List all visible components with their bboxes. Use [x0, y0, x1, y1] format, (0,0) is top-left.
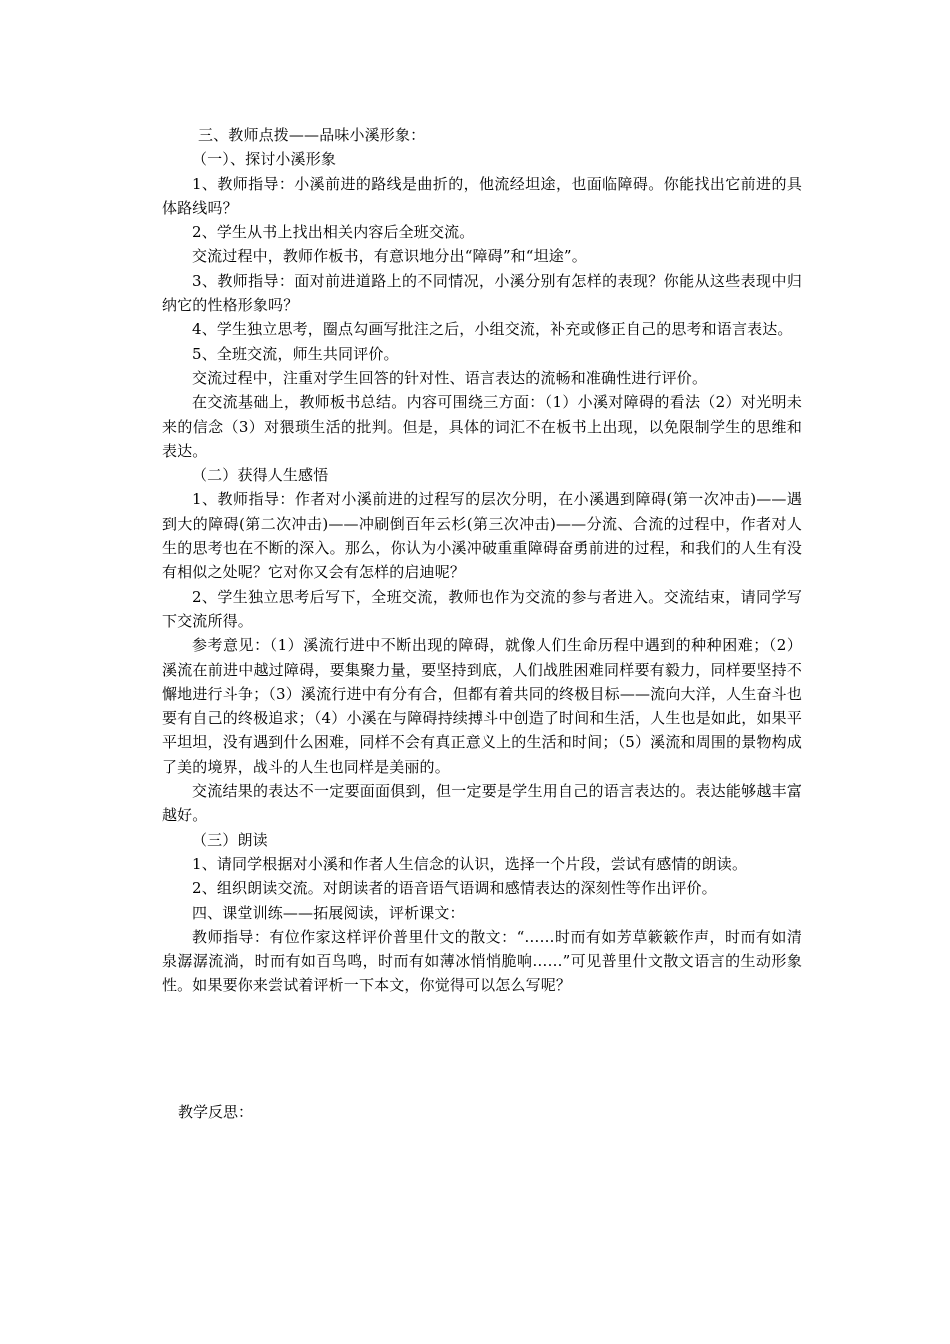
subsection-heading-2: （二）获得人生感悟 — [192, 466, 329, 485]
paragraph: 1、教师指导：作者对小溪前进的过程写的层次分明，在小溪遇到障碍(第一次冲击)——遇到大的障碍(第二次冲击)——冲刷倒百年云杉(第三次冲击)——分流、合流的过程中，作者对人生的思考也在不断的深入。那么，你认为小溪冲破重重障碍奋勇前进的过程，和我们的人生有没有相似之处呢？它对你又会有怎样的启迪呢？ — [162, 490, 802, 582]
paragraph: 交流过程中，注重对学生回答的针对性、语言表达的流畅和准确性进行评价。 — [192, 368, 708, 387]
paragraph: 3、教师指导：面对前进道路上的不同情况，小溪分别有怎样的表现？你能从这些表现中归纳它的性格形象吗？ — [162, 271, 802, 315]
section-heading-4: 四、课堂训练——拓展阅读，评析课文： — [192, 903, 465, 922]
paragraph: 教师指导：有位作家这样评价普里什文的散文：“……时而有如芳草簌簌作声，时而有如清泉潺潺流淌，时而有如百鸟鸣，时而有如薄冰悄悄脆响……”可见普里什文散文语言的生动形象性。如果要你来尝试着评析一下本文，你觉得可以怎么写呢？ — [162, 927, 802, 995]
paragraph: 2、学生独立思考后写下，全班交流，教师也作为交流的参与者进入。交流结束，请同学写下交流所得。 — [162, 587, 802, 630]
paragraph: 2、组织朗读交流。对朗读者的语音语气语调和感情表达的深刻性等作出评价。 — [192, 879, 717, 898]
section-heading-3: 三、教师点拨——品味小溪形象： — [198, 126, 426, 144]
paragraph: 交流过程中，教师作板书，有意识地分出“障碍”和“坦途”。 — [192, 247, 587, 266]
subsection-heading-1: （一）、探讨小溪形象 — [192, 150, 337, 169]
paragraph: 交流结果的表达不一定要面面俱到，但一定要是学生用自己的语言表达的。表达能够越丰富越好。 — [162, 782, 802, 825]
document-body — [162, 123, 802, 998]
paragraph: 在交流基础上，教师板书总结。内容可围绕三方面：（1）小溪对障碍的看法（2）对光明未来的信念（3）对猥琐生活的批判。但是，具体的词汇不在板书上出现，以免限制学生的思维和表达。 — [162, 393, 802, 460]
reflection-label: 教学反思： — [178, 1103, 254, 1121]
paragraph: 1、教师指导：小溪前进的路线是曲折的，他流经坦途，也面临障碍。你能找出它前进的具体路线吗？ — [162, 174, 802, 217]
paragraph: 4、学生独立思考，圈点勾画写批注之后，小组交流，补充或修正自己的思考和语言表达。 — [192, 320, 793, 339]
paragraph: 参考意见：（1）溪流行进中不断出现的障碍，就像人们生命历程中遇到的种种困难；（2）溪流在前进中越过障碍，要集聚力量，要坚持到底，人们战胜困难同样要有毅力，同样要坚持不懈地进行斗争；（3）溪流行进中有分有合，但都有着共同的终极目标——流向大洋，人生奋斗也要有自己的终极追求；（4）小溪在与障碍持续搏斗中创造了时间和生活，人生也是如此，如果平平坦坦，没有遇到什么困难，同样不会有真正意义上的生活和时间；（5）溪流和周围的景物构成了美的境界，战斗的人生也同样是美丽的。 — [162, 636, 802, 776]
subsection-heading-3: （三）朗读 — [192, 830, 268, 849]
paragraph: 5、全班交流，师生共同评价。 — [192, 344, 399, 363]
paragraph: 2、学生从书上找出相关内容后全班交流。 — [192, 223, 475, 242]
paragraph: 1、请同学根据对小溪和作者人生信念的认识，选择一个片段，尝试有感情的朗读。 — [192, 854, 748, 873]
